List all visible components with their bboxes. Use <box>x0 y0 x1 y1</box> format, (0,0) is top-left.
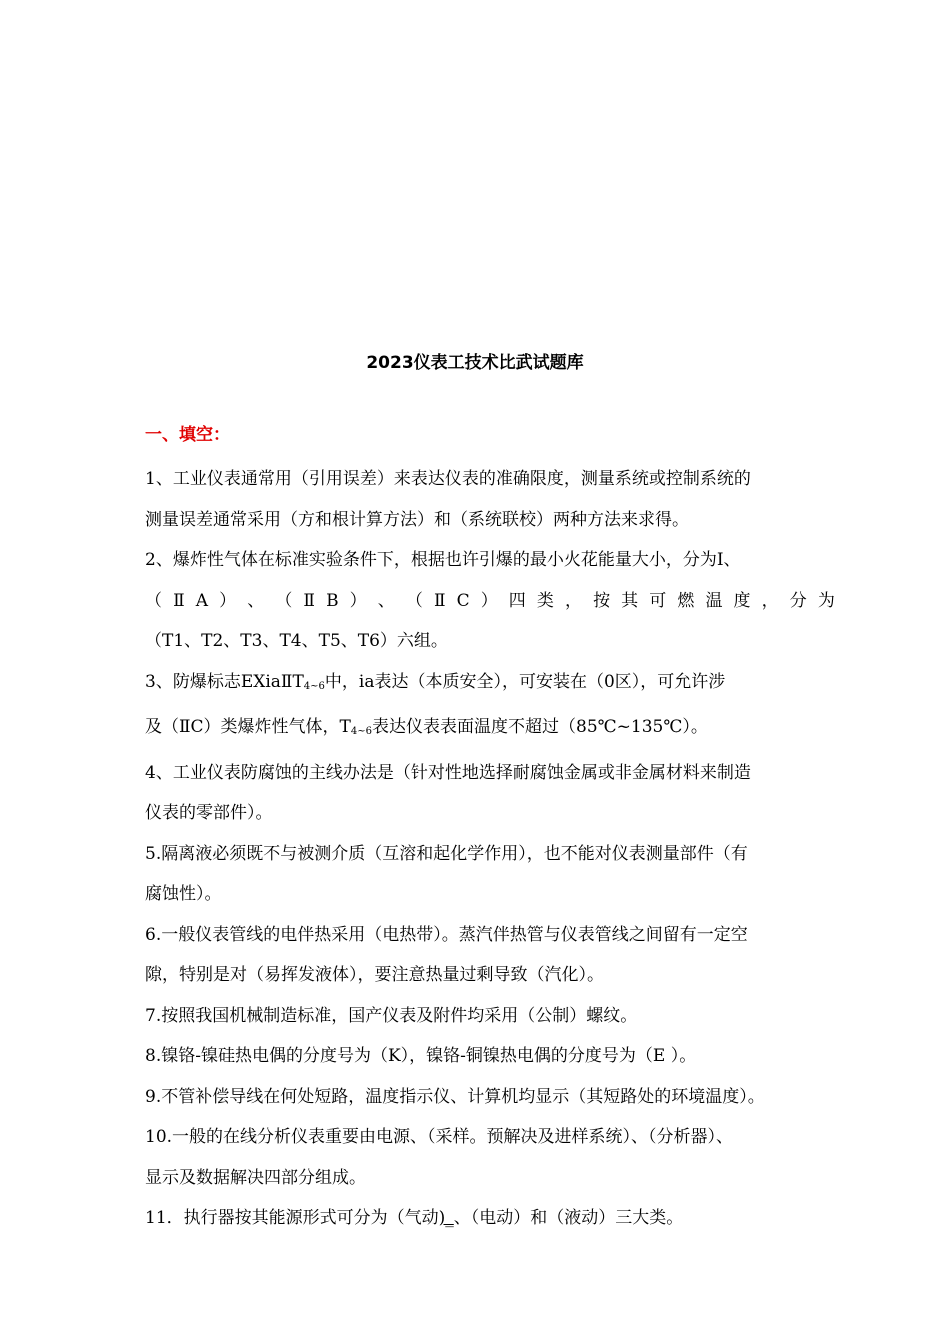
question-2-line-2 <box>145 581 835 622</box>
q2-char: Ⅱ <box>433 590 446 611</box>
q2-char: （ <box>145 590 162 611</box>
q2-char: 燃 <box>677 590 695 611</box>
question-11 <box>145 1198 835 1239</box>
q2-char: 其 <box>621 590 639 611</box>
question-10-line-1: 10.一般的在线分析仪表重要由电源、（采样。预解决及进样系统）、（分析器）、 <box>145 1127 734 1147</box>
document-title: 2023仪表工技术比武试题库 <box>366 353 584 373</box>
q2-char: （ <box>405 590 423 611</box>
question-6-line-1: 6.一般仪表管线的电伴热采用（电热带）。蒸汽伴热管与仪表管线之间留有一定空 <box>145 924 748 945</box>
q2-char: 分 <box>789 590 807 611</box>
question-10-line-2: 显示及数据解决四部分组成。 <box>145 1167 366 1188</box>
question-7: 7.按照我国机械制造标准，国产仪表及附件均采用（公制）螺纹。 <box>145 1005 638 1026</box>
q2-char: 可 <box>649 590 667 611</box>
q11-text: 11．执行器按其能源形式可分为（气动 <box>145 1208 439 1228</box>
q2-char: 温 <box>705 590 723 611</box>
question-9: 9.不管补偿导线在何处短路，温度指示仪、计算机均显示（其短路处的环境温度）。 <box>145 1086 765 1107</box>
q2-char: ， <box>761 590 779 611</box>
q2-char: 度 <box>733 590 751 611</box>
q2-char: 、 <box>247 590 265 611</box>
question-list <box>145 459 835 1239</box>
q2-char: C <box>456 590 470 611</box>
q2-char: ） <box>219 590 237 611</box>
question-1-line-1: 1、工业仪表通常用（引用误差）来表达仪表的准确限度，测量系统或控制系统的 <box>145 469 751 489</box>
q2-char: Ⅱ <box>173 590 185 611</box>
q3-text: 表达仪表表面温度不超过（85℃~135℃）。 <box>372 717 708 737</box>
q3-subscript: 4~6 <box>303 680 325 692</box>
q2-char: ） <box>480 590 498 611</box>
q3-text: 3、防爆标志EXiaⅡT <box>145 671 304 692</box>
question-1-line-2: 测量误差通常采用（方和根计算方法）和（系统联校）两种方法来求得。 <box>145 509 689 530</box>
question-2-line-1: 2、爆炸性气体在标准实验条件下，根据也许引爆的最小火花能量大小，分为Ⅰ、 <box>145 550 741 570</box>
q2-char: （ <box>275 590 293 611</box>
q2-char: B <box>326 590 339 611</box>
q3-text: 及（ⅡC）类爆炸性气体，T <box>145 717 351 737</box>
q3-subscript: 4~6 <box>350 726 373 737</box>
section-heading-fill-in: 一、填空： <box>145 425 230 445</box>
q2-char: 按 <box>593 590 611 611</box>
question-4-line-1: 4、工业仪表防腐蚀的主线办法是（针对性地选择耐腐蚀金属或非金属材料来制造 <box>145 762 751 783</box>
question-8: 8.镍铬-镍硅热电偶的分度号为（K），镍铬-铜镍热电偶的分度号为（E ）。 <box>145 1046 697 1066</box>
question-2-line-3: （T1、T2、T3、T4、T5、T6）六组。 <box>145 631 448 651</box>
q2-char: 四 <box>508 590 526 611</box>
q11-text: 、（电动）和（液动）三大类。 <box>453 1208 684 1228</box>
question-5-line-1: 5.隔离液必须既不与被测介质（互溶和起化学作用），也不能对仪表测量部件（有 <box>145 843 748 864</box>
question-3-line-2 <box>145 707 835 753</box>
q2-char: A <box>195 590 209 611</box>
q3-text: 中，ia表达（本质安全），可安装在（0区），可允许涉 <box>324 671 726 692</box>
q2-char: ） <box>349 590 367 611</box>
q2-char: Ⅱ <box>303 590 315 611</box>
question-4-line-2: 仪表的零部件）。 <box>145 803 273 823</box>
q2-char: 为 <box>817 590 835 611</box>
q2-char: 、 <box>377 590 395 611</box>
question-5-line-2: 腐蚀性）。 <box>145 884 222 904</box>
question-3-line-1 <box>145 662 835 708</box>
q11-underlined: )_ <box>438 1208 454 1228</box>
question-6-line-2: 隙，特别是对（易挥发液体），要注意热量过剩导致（汽化）。 <box>145 965 604 985</box>
q2-char: 类 <box>536 590 554 611</box>
q2-char: ， <box>564 590 582 611</box>
